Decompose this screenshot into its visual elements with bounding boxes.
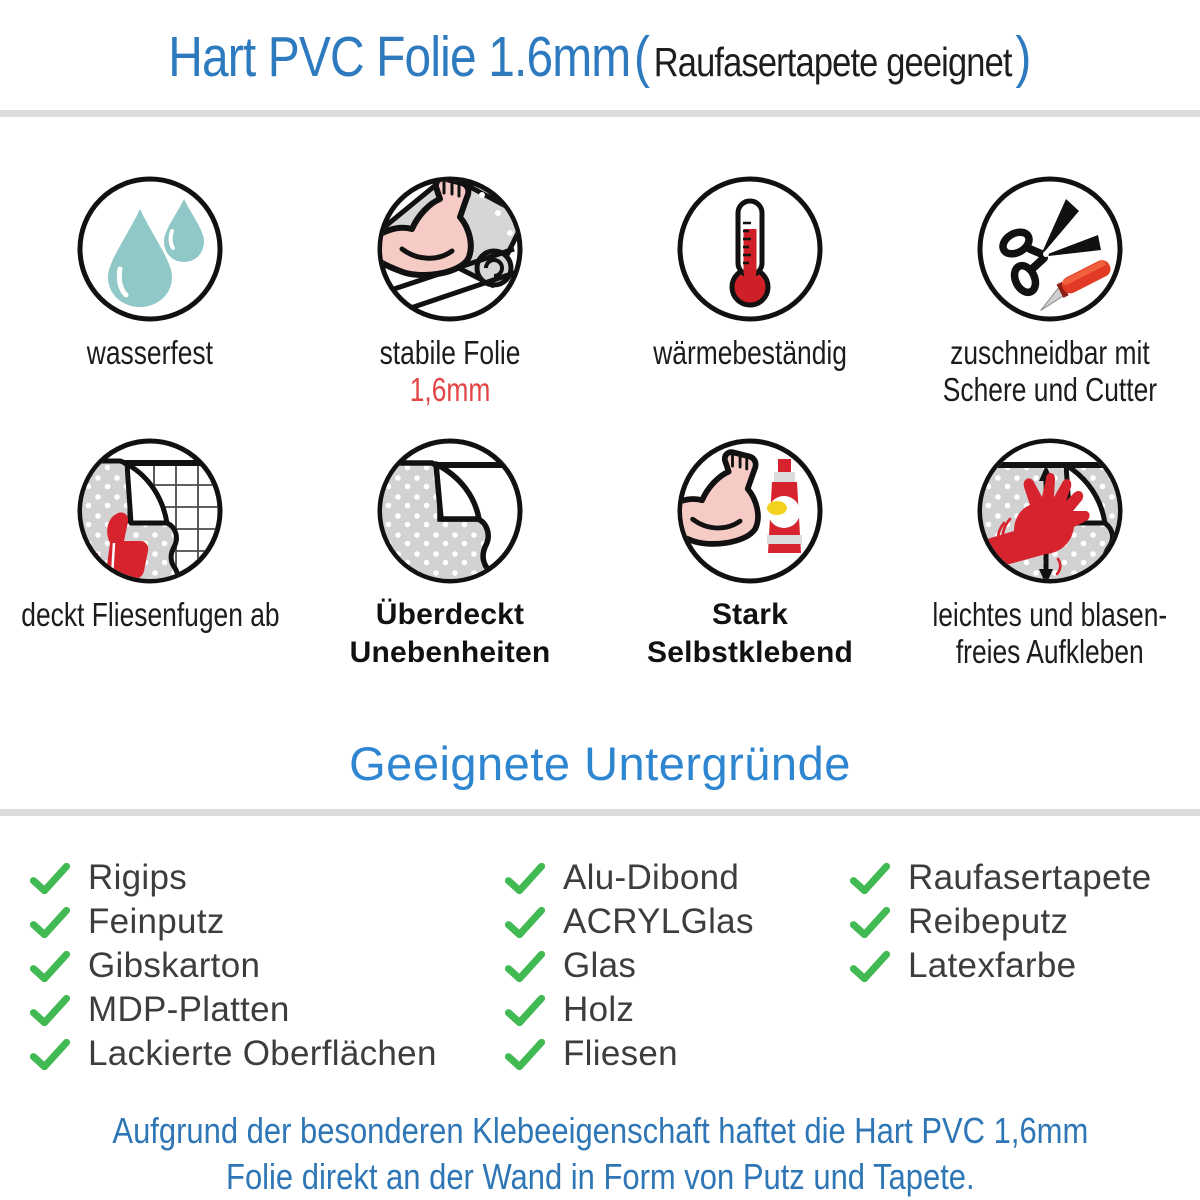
feature-label: wasserfest — [86, 334, 214, 371]
feature-aufkleben — [900, 435, 1200, 691]
list-item: Holz — [505, 988, 850, 1032]
surfaces-column-3 — [850, 856, 1200, 1076]
check-icon — [850, 950, 890, 983]
feature-label: leichtes und blasen- freies Aufkleben — [932, 596, 1168, 670]
muscle-arm-glue-tube-icon — [674, 435, 826, 587]
feature-label: deckt Fliesenfugen ab — [20, 596, 280, 633]
list-item: Lackierte Oberflächen — [30, 1032, 505, 1076]
list-item: Alu-Dibond — [505, 856, 850, 900]
feature-label: Stark Selbstklebend — [647, 598, 853, 669]
title-subtitle: Raufasertapete geeignet — [653, 39, 1012, 85]
hand-smoothing-film-icon — [974, 435, 1126, 587]
check-icon — [30, 1038, 70, 1071]
feature-stabile-folie — [300, 173, 600, 435]
footer-line-1: Aufgrund der besonderen Klebeeigenschaft haftet die Hart PVC 1,6mm — [112, 1110, 1088, 1151]
feature-ueberdeckt — [300, 435, 600, 691]
page-title — [0, 0, 1200, 90]
check-icon — [30, 862, 70, 895]
check-icon — [850, 862, 890, 895]
footer-note — [0, 1108, 1200, 1200]
feature-label: zuschneidbar mit Schere und Cutter — [942, 334, 1158, 408]
list-item: Feinputz — [30, 900, 505, 944]
muscle-arm-film-roll-icon — [374, 173, 526, 325]
divider-middle — [0, 809, 1200, 816]
check-icon — [505, 862, 545, 895]
footer-line-2: Folie direkt an der Wand in Form von Putz und Tapete. — [225, 1156, 975, 1197]
list-item: MDP-Platten — [30, 988, 505, 1032]
divider-top — [0, 110, 1200, 117]
surfaces-list — [0, 816, 1200, 1076]
check-icon — [505, 950, 545, 983]
check-icon — [505, 1038, 545, 1071]
water-drops-icon — [74, 173, 226, 325]
check-icon — [30, 950, 70, 983]
feature-grid — [0, 117, 1200, 691]
list-item: Gibskarton — [30, 944, 505, 988]
feature-label: stabile Folie 1,6mm — [379, 334, 521, 408]
check-icon — [505, 906, 545, 939]
check-icon — [505, 994, 545, 1027]
feature-wasserfest — [0, 173, 300, 435]
title-close-paren: ) — [1015, 25, 1032, 89]
thumbs-up-tile-film-icon — [74, 435, 226, 587]
list-item: Fliesen — [505, 1032, 850, 1076]
thermometer-icon — [674, 173, 826, 325]
surfaces-heading: Geeignete Untergründe — [349, 737, 851, 790]
surfaces-column-1 — [30, 856, 505, 1076]
surfaces-column-2 — [505, 856, 850, 1076]
title-main: Hart PVC Folie 1.6mm — [168, 25, 631, 89]
check-icon — [30, 906, 70, 939]
feature-zuschneidbar — [900, 173, 1200, 435]
list-item: Raufasertapete — [850, 856, 1200, 900]
feature-selbstklebend — [600, 435, 900, 691]
list-item: Glas — [505, 944, 850, 988]
check-icon — [850, 906, 890, 939]
film-corner-fold-icon — [374, 435, 526, 587]
feature-label: Überdeckt Unebenheiten — [349, 598, 551, 669]
title-open-paren: ( — [634, 25, 651, 89]
thickness-value: 1,6mm — [409, 371, 491, 408]
list-item: ACRYLGlas — [505, 900, 850, 944]
feature-fliesenfugen — [0, 435, 300, 691]
list-item: Rigips — [30, 856, 505, 900]
list-item: Reibeputz — [850, 900, 1200, 944]
feature-waermebestaendig — [600, 173, 900, 435]
list-item: Latexfarbe — [850, 944, 1200, 988]
scissors-cutter-icon — [974, 173, 1126, 325]
check-icon — [30, 994, 70, 1027]
feature-label: wärmebeständig — [653, 334, 847, 371]
